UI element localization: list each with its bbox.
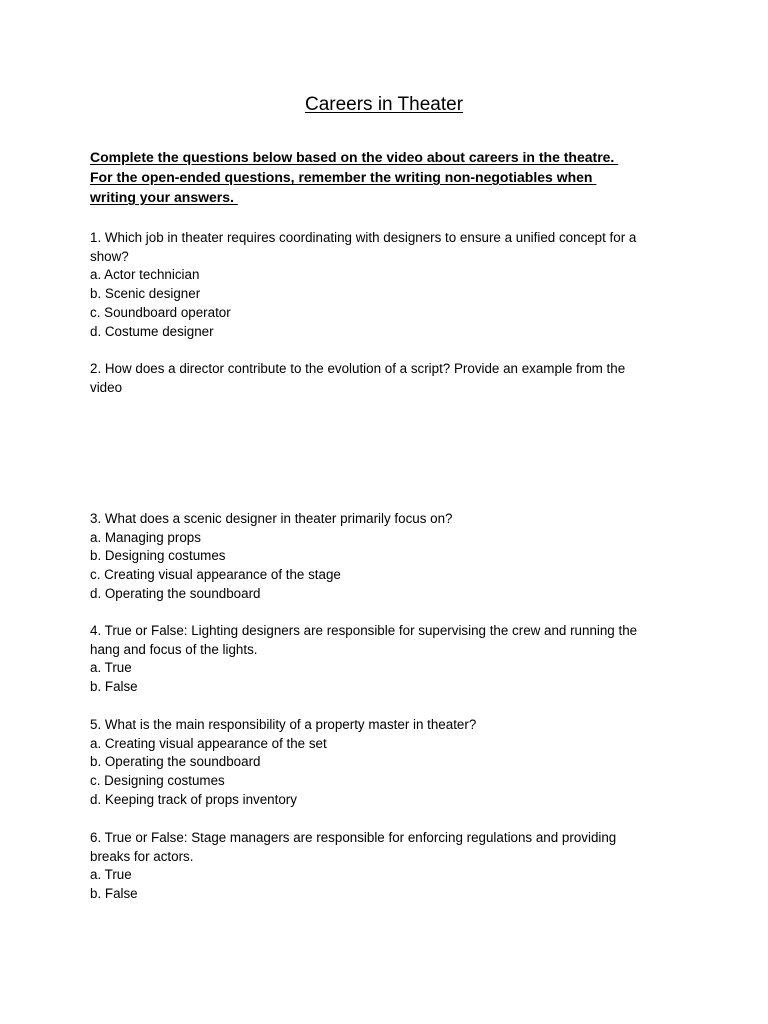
answer-option: b. Designing costumes (90, 548, 226, 564)
answer-options (90, 529, 690, 604)
question-prompt-line: 5. What is the main responsibility of a property master in theater? (90, 717, 477, 732)
question-4 (90, 622, 690, 697)
answer-option: d. Operating the soundboard (90, 585, 261, 601)
answer-option: d. Costume designer (90, 323, 214, 339)
answer-option: b. False (90, 886, 138, 902)
answer-options (90, 266, 690, 341)
question-prompt-line: 3. What does a scenic designer in theater primarily focus on? (90, 511, 453, 526)
question-prompt-line: 4. True or False: Lighting designers are responsible for supervising the crew and running the (90, 623, 638, 638)
page-title: Careers in Theater (304, 94, 464, 115)
instructions (90, 147, 690, 207)
question-prompt-line: hang and focus of the lights. (90, 641, 258, 657)
question-5 (90, 716, 690, 810)
question-prompt-line: 1. Which job in theater requires coordinating with designers to ensure a unified concept for a (90, 230, 637, 245)
question-2 (90, 360, 690, 397)
answer-option: c. Designing costumes (90, 773, 225, 789)
answer-option: d. Keeping track of props inventory (90, 791, 297, 807)
question-1 (90, 229, 690, 341)
answer-option: b. Scenic designer (90, 286, 201, 302)
question-prompt-line: 2. How does a director contribute to the evolution of a script? Provide an example from the (90, 361, 626, 376)
answer-option: a. Actor technician (90, 267, 200, 283)
instructions-line: writing your answers. (90, 189, 238, 205)
answer-options (90, 735, 690, 810)
answer-option: a. Creating visual appearance of the set (90, 735, 327, 751)
answer-option: b. False (90, 679, 138, 695)
instructions-line: For the open-ended questions, remember the writing non-negotiables when (90, 169, 597, 185)
question-prompt-line: 6. True or False: Stage managers are responsible for enforcing regulations and providing (90, 830, 617, 845)
question-6 (90, 829, 690, 904)
answer-option: a. Managing props (90, 529, 201, 545)
instructions-line: Complete the questions below based on the video about careers in the theatre. (90, 149, 619, 165)
answer-options (90, 659, 690, 696)
answer-options (90, 866, 690, 903)
question-prompt-line: show? (90, 248, 129, 264)
answer-option: c. Soundboard operator (90, 304, 231, 320)
answer-option: b. Operating the soundboard (90, 754, 261, 770)
answer-option: a. True (90, 660, 132, 676)
question-3 (90, 510, 690, 604)
question-prompt-line: breaks for actors. (90, 848, 194, 864)
answer-option: a. True (90, 867, 132, 883)
answer-option: c. Creating visual appearance of the stage (90, 567, 341, 583)
question-prompt-line: video (90, 379, 123, 395)
